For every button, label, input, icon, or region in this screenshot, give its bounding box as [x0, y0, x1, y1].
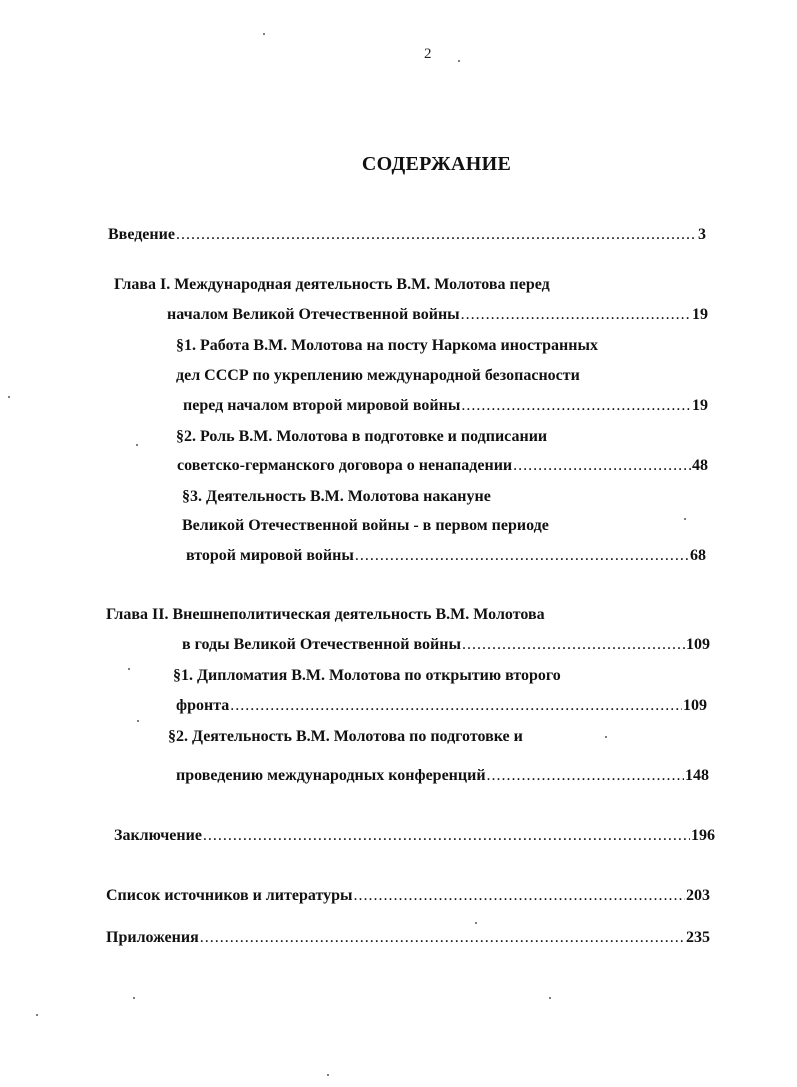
scan-speck [549, 997, 551, 999]
toc-entry-chapter-1[interactable] [167, 305, 708, 325]
toc-entry-label: Список источников и литературы [106, 887, 353, 904]
toc-entry-ch2-section-2[interactable] [176, 766, 709, 786]
toc-ch1-section-1-line-2: дел СССР по укреплению международной безопасности [176, 367, 580, 384]
scan-speck [605, 736, 607, 738]
toc-chapter-1-line-1: Глава I. Международная деятельность В.М. Молотова перед [114, 276, 550, 293]
toc-leader-dots [461, 396, 691, 416]
toc-page-number: 235 [686, 929, 710, 946]
scan-speck [684, 518, 686, 520]
toc-leader-dots [462, 635, 685, 655]
toc-entry-introduction[interactable] [108, 225, 706, 245]
toc-page-number: 19 [692, 397, 708, 414]
toc-page-number: 109 [686, 636, 710, 653]
scan-speck [137, 720, 139, 722]
toc-entry-ch1-section-2[interactable] [177, 456, 708, 476]
toc-ch1-section-3-line-2: Великой Отечественной войны - в первом периоде [182, 517, 549, 534]
page-number: 2 [424, 46, 432, 62]
toc-entry-label: второй мировой войны [186, 547, 354, 564]
toc-entry-chapter-2[interactable] [182, 635, 710, 655]
toc-entry-label: началом Великой Отечественной войны [167, 306, 460, 323]
toc-entry-label: фронта [176, 697, 230, 714]
scan-speck [128, 668, 130, 670]
toc-entry-ch1-section-3[interactable] [186, 546, 706, 566]
toc-page-number: 48 [692, 457, 708, 474]
toc-ch2-section-2-line-1: §2. Деятельность В.М. Молотова по подготовке и [168, 728, 523, 745]
toc-page-number: 148 [685, 767, 709, 784]
toc-leader-dots [461, 305, 691, 325]
scan-speck [263, 33, 265, 35]
toc-page-number: 3 [698, 226, 706, 243]
toc-page-number: 109 [683, 697, 707, 714]
toc-chapter-2-line-1: Глава II. Внешнеполитическая деятельность В.М. Молотова [106, 606, 545, 623]
scan-speck [475, 922, 477, 924]
toc-leader-dots [203, 826, 690, 846]
toc-entry-label: проведению международных конференций [176, 767, 486, 784]
toc-leader-dots [200, 928, 685, 948]
toc-entry-label: перед началом второй мировой войны [183, 397, 461, 414]
toc-entry-label: Приложения [106, 929, 199, 946]
toc-leader-dots [353, 886, 685, 906]
toc-ch1-section-1-line-1: §1. Работа В.М. Молотова на посту Наркома иностранных [176, 337, 598, 354]
toc-entry-ch2-section-1[interactable] [176, 696, 707, 716]
toc-page-number: 19 [692, 306, 708, 323]
scan-speck [327, 1074, 329, 1076]
toc-page-number: 203 [686, 887, 710, 904]
scan-speck [458, 60, 460, 62]
toc-entry-label: советско-германского договора о ненападении [177, 457, 513, 474]
toc-entry-label: Заключение [114, 827, 202, 844]
toc-ch1-section-3-line-1: §3. Деятельность В.М. Молотова накануне [182, 488, 491, 505]
toc-entry-label: Введение [108, 226, 175, 243]
toc-leader-dots [487, 766, 684, 786]
toc-leader-dots [176, 225, 697, 245]
scan-speck [36, 1014, 38, 1016]
page-title: СОДЕРЖАНИЕ [361, 153, 512, 175]
scan-speck [133, 997, 135, 999]
scan-speck [136, 444, 138, 446]
toc-leader-dots [230, 696, 682, 716]
toc-entry-ch1-section-1[interactable] [183, 396, 708, 416]
toc-entry-conclusion[interactable] [114, 826, 715, 846]
toc-leader-dots [355, 546, 689, 566]
toc-page-number: 196 [691, 827, 715, 844]
toc-page-number: 68 [690, 547, 706, 564]
toc-entry-appendix[interactable] [106, 928, 710, 948]
toc-leader-dots [513, 456, 691, 476]
toc-entry-label: в годы Великой Отечественной войны [182, 636, 461, 653]
scan-speck [8, 396, 10, 398]
toc-ch2-section-1-line-1: §1. Дипломатия В.М. Молотова по открытию второго [173, 667, 561, 684]
toc-entry-sources[interactable] [106, 886, 710, 906]
toc-ch1-section-2-line-1: §2. Роль В.М. Молотова в подготовке и подписании [176, 428, 548, 445]
